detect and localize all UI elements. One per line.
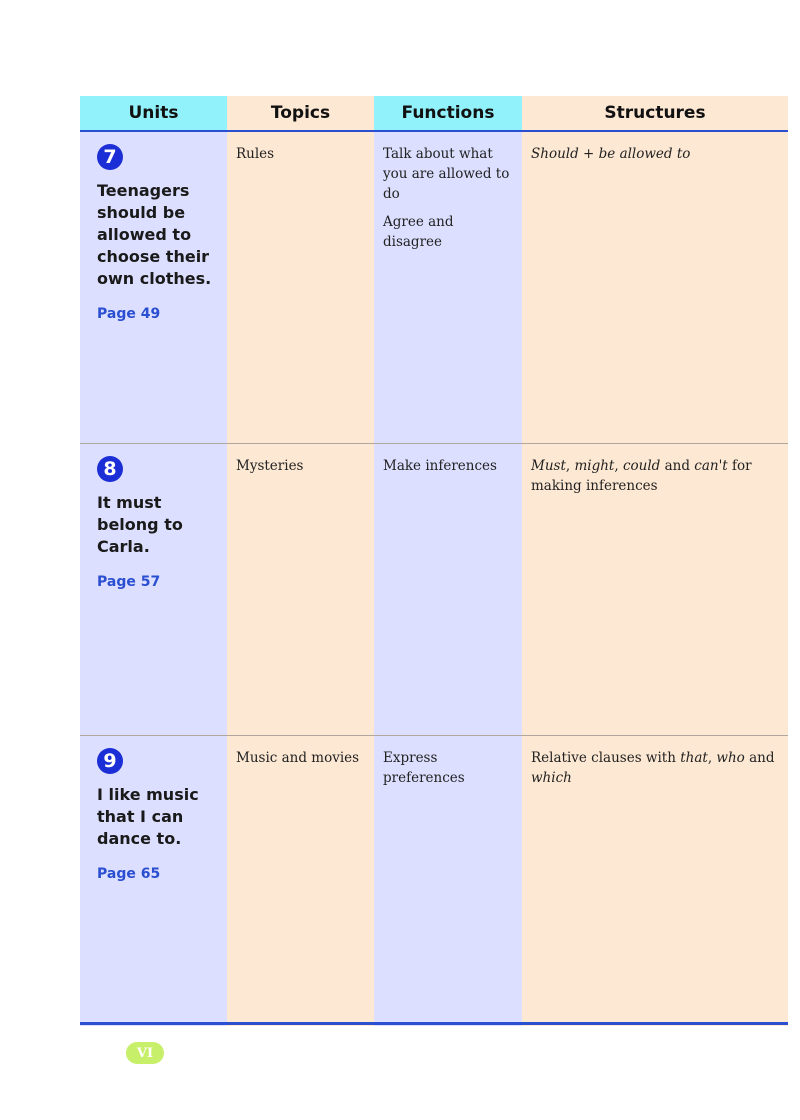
topic-text: Music and movies <box>236 750 360 766</box>
header-structures: Structures <box>522 96 788 130</box>
structure-fragment: and <box>744 750 775 766</box>
unit-number-badge: 7 <box>97 144 123 170</box>
structure-fragment: + <box>578 146 599 162</box>
structure-fragment: can't <box>694 458 728 474</box>
unit-cell <box>80 736 227 1026</box>
table-row <box>80 132 788 443</box>
unit-title: It must belong to Carla. <box>97 493 183 556</box>
structures-cell <box>522 132 788 443</box>
structure-fragment: Should <box>531 146 579 162</box>
function-text: Talk about what you are allowed to do <box>383 146 510 202</box>
header-topics: Topics <box>227 96 374 130</box>
structure-fragment: Must <box>531 458 566 474</box>
unit-title: Teenagers should be allowed to choose their own clothes. <box>97 181 212 288</box>
structure-fragment: , <box>614 458 623 474</box>
topic-cell <box>227 444 374 735</box>
structure-fragment: who <box>716 750 745 766</box>
functions-cell <box>374 736 522 1026</box>
unit-cell <box>80 444 227 735</box>
structure-fragment: might <box>574 458 615 474</box>
structure-fragment: Relative clauses with <box>531 750 681 766</box>
structure-fragment: and <box>660 458 695 474</box>
contents-table <box>80 96 788 1026</box>
structure-text <box>531 748 780 788</box>
unit-number-badge: 8 <box>97 456 123 482</box>
structure-fragment: be allowed to <box>598 146 691 162</box>
function-text: Make inferences <box>383 458 497 474</box>
structure-text <box>531 456 780 496</box>
structures-cell <box>522 444 788 735</box>
header-units: Units <box>80 96 227 130</box>
topic-cell <box>227 736 374 1026</box>
topic-text: Mysteries <box>236 458 304 474</box>
unit-page-link[interactable]: Page 49 <box>97 306 161 322</box>
topic-cell <box>227 132 374 443</box>
functions-cell <box>374 444 522 735</box>
table-row <box>80 443 788 735</box>
function-text: Express preferences <box>383 750 465 786</box>
topic-text: Rules <box>236 146 275 162</box>
page-number-badge: VI <box>126 1042 164 1064</box>
structure-fragment: which <box>531 770 572 786</box>
table-row <box>80 735 788 1026</box>
unit-number-badge: 9 <box>97 748 123 774</box>
function-text: Agree and disagree <box>383 214 454 250</box>
unit-title: I like music that I can dance to. <box>97 785 199 848</box>
structure-fragment: , <box>707 750 717 766</box>
unit-page-link[interactable]: Page 65 <box>97 866 161 882</box>
structures-cell <box>522 736 788 1026</box>
unit-cell <box>80 132 227 443</box>
structure-text <box>531 144 780 164</box>
structure-fragment: that <box>680 750 708 766</box>
structure-fragment: could <box>622 458 661 474</box>
structure-fragment: , <box>565 458 575 474</box>
table-header <box>80 96 788 132</box>
functions-cell <box>374 132 522 443</box>
footer-divider <box>80 1022 788 1025</box>
structure-fragment: for making inferences <box>531 458 752 494</box>
unit-page-link[interactable]: Page 57 <box>97 574 161 590</box>
header-functions: Functions <box>374 96 522 130</box>
